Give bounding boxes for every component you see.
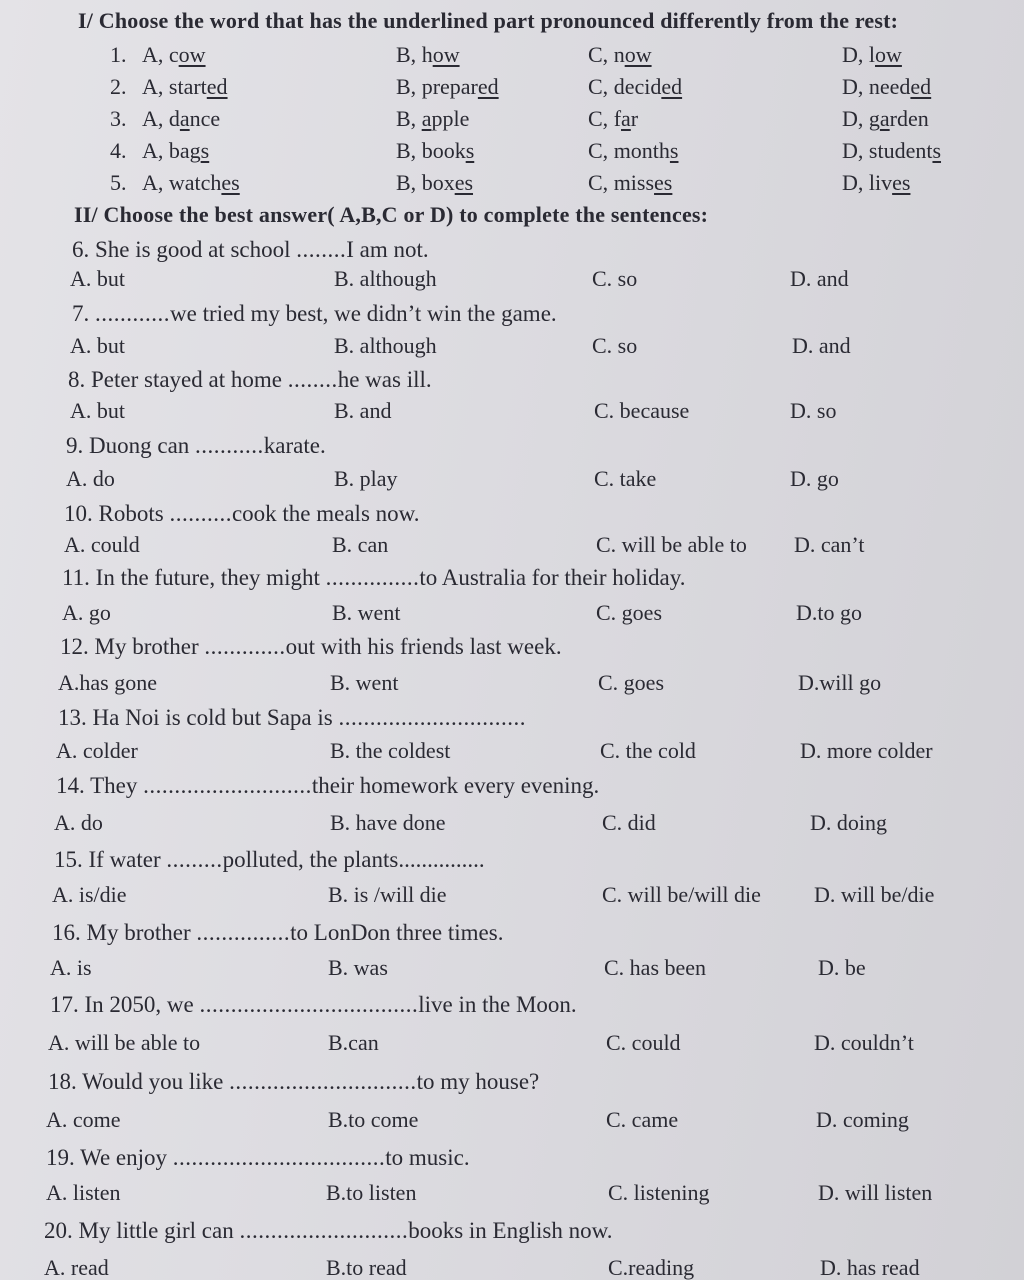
question-sentence: [0, 1145, 1024, 1177]
word-part: miss: [613, 170, 655, 195]
answer-option[interactable]: A. listen: [46, 1180, 121, 1205]
word-part: pple: [431, 106, 470, 131]
answer-option[interactable]: C. will be/will die: [602, 882, 761, 907]
question-sentence: [0, 705, 1024, 737]
option-letter: A,: [142, 138, 164, 163]
answer-blank: .........: [166, 847, 223, 872]
options-row: [0, 333, 1024, 365]
answer-option[interactable]: [588, 138, 678, 164]
sentence-start: She is good at school: [95, 237, 291, 262]
options-row: [0, 532, 1024, 564]
sentence-end: books in English now.: [408, 1218, 613, 1243]
underlined-part: s: [200, 138, 210, 163]
answer-option[interactable]: A. do: [54, 810, 103, 835]
options-row: [0, 466, 1024, 498]
options-row: [0, 600, 1024, 632]
sentence-start: We enjoy: [80, 1145, 168, 1170]
answer-option[interactable]: D. has read: [820, 1255, 920, 1280]
option-letter: A,: [142, 42, 164, 67]
underlined-part: a: [621, 106, 631, 131]
answer-option[interactable]: A. but: [70, 333, 125, 358]
option-letter: C,: [588, 106, 609, 131]
sentence-start: In 2050, we: [84, 992, 194, 1017]
underlined-part: es: [454, 170, 474, 195]
question-number: 5.: [110, 170, 127, 195]
answer-option[interactable]: D.to go: [796, 600, 862, 625]
answer-option[interactable]: D. be: [818, 955, 866, 980]
answer-option[interactable]: [842, 74, 931, 100]
sentence-start: My brother: [86, 920, 191, 945]
question-number: 14.: [56, 773, 85, 798]
underlined-part: a: [421, 106, 432, 131]
sentence-end: cook the meals now.: [231, 501, 420, 526]
options-row: [0, 1255, 1024, 1280]
answer-option[interactable]: B.to read: [326, 1255, 407, 1280]
word-part: f: [613, 106, 622, 131]
sentence-end: we tried my best, we didn’t win the game.: [170, 301, 557, 326]
answer-option[interactable]: A. but: [70, 266, 125, 291]
sentence-end: out with his friends last week.: [285, 634, 562, 659]
option-letter: D,: [842, 106, 864, 131]
question-text: [62, 565, 686, 591]
option-letter: C,: [588, 170, 609, 195]
answer-option[interactable]: [842, 138, 941, 164]
answer-blank: ..............................: [229, 1069, 417, 1094]
options-row: [0, 1030, 1024, 1062]
question-sentence: [0, 301, 1024, 333]
sentence-end: to LonDon three times.: [290, 920, 504, 945]
sentence-end: to my house?: [416, 1069, 540, 1094]
answer-option[interactable]: B.to come: [328, 1107, 419, 1132]
answer-option[interactable]: [396, 170, 473, 196]
answer-option[interactable]: A. will be able to: [48, 1030, 201, 1055]
answer-blank: ..........: [169, 501, 232, 526]
answer-option[interactable]: [396, 106, 469, 132]
question-number: 7.: [72, 301, 90, 326]
answer-blank: ..................................: [172, 1145, 386, 1170]
sentence-start: My little girl can: [78, 1218, 234, 1243]
underlined-part: s: [932, 138, 942, 163]
sentence-start: If water: [88, 847, 161, 872]
word-part: watch: [168, 170, 222, 195]
word-part: nce: [189, 106, 221, 131]
answer-blank: ...........................: [239, 1218, 409, 1243]
answer-option[interactable]: B. was: [328, 955, 388, 980]
question-sentence: [0, 992, 1024, 1024]
answer-blank: ........: [296, 237, 347, 262]
answer-option[interactable]: [142, 170, 240, 196]
answer-option[interactable]: A. colder: [56, 738, 138, 763]
underlined-part: s: [669, 138, 679, 163]
question-number: 8.: [68, 367, 86, 392]
answer-option[interactable]: D. go: [790, 466, 839, 491]
question-text: [46, 1145, 470, 1171]
question-number: 11.: [62, 565, 90, 590]
question-number: 12.: [60, 634, 89, 659]
answer-option[interactable]: C. listening: [608, 1180, 710, 1205]
options-row: [0, 955, 1024, 987]
answer-blank: ...................................: [199, 992, 419, 1017]
options-row: [0, 398, 1024, 430]
word-part: r: [630, 106, 639, 131]
answer-option[interactable]: C.reading: [608, 1255, 695, 1280]
word-part: need: [868, 74, 911, 99]
option-letter: A,: [142, 170, 164, 195]
answer-option[interactable]: C. will be able to: [596, 532, 747, 557]
sentence-end: karate.: [263, 433, 326, 458]
sentence-end: to Australia for their holiday.: [419, 565, 686, 590]
question-number: 13.: [58, 705, 87, 730]
question-sentence: [0, 920, 1024, 952]
question-sentence: [0, 367, 1024, 399]
option-letter: D,: [842, 42, 864, 67]
word-part: decid: [613, 74, 662, 99]
answer-option[interactable]: D.will go: [798, 670, 882, 695]
sentence-end: their homework every evening.: [311, 773, 600, 798]
answer-blank: ...............: [325, 565, 420, 590]
options-row: [0, 670, 1024, 702]
word-part: bag: [168, 138, 201, 163]
word-part: c: [168, 42, 179, 67]
answer-option[interactable]: B. have done: [330, 810, 446, 835]
answer-option[interactable]: B. is /will die: [328, 882, 447, 907]
sentence-end: live in the Moon.: [418, 992, 577, 1017]
question-number: 3.: [110, 106, 127, 131]
question-number: 6.: [72, 237, 90, 262]
options-row: [0, 1180, 1024, 1212]
question-number: 15.: [54, 847, 83, 872]
sentence-end: to music.: [385, 1145, 470, 1170]
answer-option[interactable]: B. although: [334, 333, 437, 358]
answer-option[interactable]: D. so: [790, 398, 837, 423]
answer-option[interactable]: B. went: [332, 600, 401, 625]
sentence-end: he was ill.: [337, 367, 432, 392]
answer-blank: .............: [204, 634, 286, 659]
options-row: [0, 1107, 1024, 1139]
option-letter: B,: [396, 106, 417, 131]
option-letter: D,: [842, 138, 864, 163]
word-part: liv: [868, 170, 893, 195]
question-sentence: [0, 1069, 1024, 1101]
word-part: g: [868, 106, 880, 131]
question-text: [58, 705, 526, 731]
answer-option[interactable]: D. will listen: [818, 1180, 933, 1205]
answer-option[interactable]: C. did: [602, 810, 656, 835]
question-number: 4.: [110, 138, 127, 163]
answer-option[interactable]: A.has gone: [58, 670, 157, 695]
question-row: [0, 74, 1024, 106]
answer-option[interactable]: A. go: [62, 600, 111, 625]
word-part: book: [421, 138, 466, 163]
question-text: [48, 1069, 539, 1095]
answer-option[interactable]: C. so: [592, 266, 638, 291]
answer-option[interactable]: D. and: [790, 266, 849, 291]
sentence-start: Ha Noi is cold but Sapa is: [92, 705, 333, 730]
sentence-start: Peter stayed at home: [91, 367, 282, 392]
underlined-part: ed: [661, 74, 683, 99]
word-part: student: [868, 138, 933, 163]
answer-option[interactable]: [396, 42, 460, 68]
question-number: 16.: [52, 920, 81, 945]
answer-option[interactable]: B. although: [334, 266, 437, 291]
question-text: [54, 847, 485, 873]
option-letter: B,: [396, 170, 417, 195]
option-letter: A,: [142, 106, 164, 131]
word-part: start: [168, 74, 207, 99]
question-text: [64, 501, 420, 527]
question-sentence: [0, 773, 1024, 805]
answer-option[interactable]: A. is/die: [52, 882, 127, 907]
answer-option[interactable]: A. but: [70, 398, 125, 423]
sentence-end: I am not.: [346, 237, 429, 262]
question-number: 10.: [64, 501, 93, 526]
question-text: [72, 301, 557, 327]
option-letter: B,: [396, 138, 417, 163]
question-text: [50, 992, 577, 1018]
sentence-start: Would you like: [82, 1069, 224, 1094]
word-part: rden: [889, 106, 929, 131]
option-letter: D,: [842, 170, 864, 195]
answer-option[interactable]: C. because: [594, 398, 690, 423]
sentence-start: Duong can: [89, 433, 190, 458]
underlined-part: es: [654, 170, 673, 195]
word-part: n: [613, 42, 625, 67]
answer-blank: ...........: [195, 433, 264, 458]
underlined-part: es: [221, 170, 240, 195]
answer-option[interactable]: [842, 170, 910, 196]
answer-option[interactable]: [396, 138, 474, 164]
answer-option[interactable]: C. could: [606, 1030, 681, 1055]
question-sentence: [0, 501, 1024, 533]
question-number: 2.: [110, 74, 127, 99]
options-row: [0, 266, 1024, 298]
answer-option[interactable]: [142, 74, 228, 100]
sentence-start: My brother: [94, 634, 199, 659]
option-letter: C,: [588, 74, 609, 99]
question-number: 20.: [44, 1218, 73, 1243]
answer-option[interactable]: B.to listen: [326, 1180, 417, 1205]
answer-option[interactable]: D. can’t: [794, 532, 865, 557]
answer-option[interactable]: [588, 42, 652, 68]
underlined-part: ed: [206, 74, 228, 99]
question-row: [0, 170, 1024, 202]
answer-option[interactable]: [842, 106, 929, 132]
question-sentence: [0, 237, 1024, 269]
question-text: [60, 634, 562, 660]
word-part: h: [421, 42, 433, 67]
answer-blank: ...............: [196, 920, 291, 945]
underlined-part: ow: [432, 42, 460, 67]
question-sentence: [0, 847, 1024, 879]
word-part: l: [868, 42, 876, 67]
question-row: [0, 138, 1024, 170]
answer-option[interactable]: B. and: [334, 398, 392, 423]
answer-option[interactable]: A. do: [66, 466, 115, 491]
answer-option[interactable]: D. couldn’t: [814, 1030, 914, 1055]
question-text: [68, 367, 432, 393]
answer-option[interactable]: B. can: [332, 532, 389, 557]
answer-option[interactable]: D. and: [792, 333, 851, 358]
answer-option[interactable]: [142, 138, 209, 164]
question-sentence: [0, 634, 1024, 666]
question-number: 1.: [110, 42, 127, 67]
answer-option[interactable]: C. take: [594, 466, 657, 491]
question-sentence: [0, 565, 1024, 597]
question-number: 9.: [66, 433, 84, 458]
answer-option[interactable]: [588, 74, 682, 100]
answer-option[interactable]: [142, 42, 206, 68]
question-row: [0, 106, 1024, 138]
question-text: [66, 433, 326, 459]
answer-option[interactable]: D. coming: [816, 1107, 909, 1132]
question-text: [44, 1218, 612, 1244]
word-part: d: [168, 106, 180, 131]
sentence-start: Robots: [98, 501, 164, 526]
question-sentence: [0, 433, 1024, 465]
question-number: 19.: [46, 1145, 75, 1170]
answer-option[interactable]: [396, 74, 499, 100]
underlined-part: s: [465, 138, 475, 163]
question-text: [52, 920, 503, 946]
option-letter: C,: [588, 42, 609, 67]
question-text: [72, 237, 429, 263]
answer-option[interactable]: [588, 106, 638, 132]
option-letter: B,: [396, 74, 417, 99]
word-part: box: [421, 170, 455, 195]
part2-heading: II/ Choose the best answer( A,B,C or D) to complete the sentences:: [74, 202, 709, 227]
answer-option[interactable]: C. came: [606, 1107, 679, 1132]
answer-blank: ............: [95, 301, 170, 326]
sentence-start: In the future, they might: [95, 565, 320, 590]
underlined-part: ow: [178, 42, 206, 67]
answer-option[interactable]: C. goes: [598, 670, 664, 695]
options-row: [0, 738, 1024, 770]
answer-blank: ...........................: [143, 773, 312, 798]
word-part: prepar: [421, 74, 478, 99]
answer-option[interactable]: B. the coldest: [330, 738, 451, 763]
underlined-part: ow: [624, 42, 652, 67]
answer-option[interactable]: A. come: [46, 1107, 121, 1132]
answer-option[interactable]: D. doing: [810, 810, 887, 835]
answer-option[interactable]: C. the cold: [600, 738, 696, 763]
answer-blank: ........: [287, 367, 338, 392]
underlined-part: ow: [875, 42, 902, 67]
underlined-part: a: [179, 106, 190, 131]
answer-option[interactable]: A. could: [64, 532, 140, 557]
part1-heading: I/ Choose the word that has the underlined part pronounced differently from the rest:: [78, 8, 899, 33]
answer-option[interactable]: C. has been: [604, 955, 707, 980]
option-letter: A,: [142, 74, 164, 99]
options-row: [0, 810, 1024, 842]
answer-option[interactable]: B.can: [328, 1030, 379, 1055]
question-sentence: [0, 1218, 1024, 1250]
question-row: [0, 42, 1024, 74]
underlined-part: ed: [910, 74, 932, 99]
option-letter: B,: [396, 42, 417, 67]
underlined-part: es: [892, 170, 911, 195]
option-letter: C,: [588, 138, 609, 163]
underlined-part: ed: [477, 74, 499, 99]
options-row: [0, 882, 1024, 914]
underlined-part: a: [879, 106, 890, 131]
answer-option[interactable]: B. went: [330, 670, 399, 695]
answer-option[interactable]: D. will be/die: [814, 882, 935, 907]
option-letter: D,: [842, 74, 864, 99]
answer-option[interactable]: [142, 106, 220, 132]
answer-option[interactable]: B. play: [334, 466, 398, 491]
word-part: month: [613, 138, 670, 163]
answer-option[interactable]: [842, 42, 902, 68]
question-text: [56, 773, 599, 799]
answer-option[interactable]: A. is: [50, 955, 92, 980]
answer-option[interactable]: A. read: [44, 1255, 109, 1280]
question-number: 18.: [48, 1069, 77, 1094]
answer-blank: ..............................: [338, 705, 526, 730]
answer-option[interactable]: D. more colder: [800, 738, 933, 763]
answer-option[interactable]: C. goes: [596, 600, 662, 625]
answer-option[interactable]: [588, 170, 672, 196]
answer-option[interactable]: C. so: [592, 333, 638, 358]
question-number: 17.: [50, 992, 79, 1017]
sentence-start: They: [90, 773, 138, 798]
sentence-end: polluted, the plants...............: [222, 847, 485, 872]
